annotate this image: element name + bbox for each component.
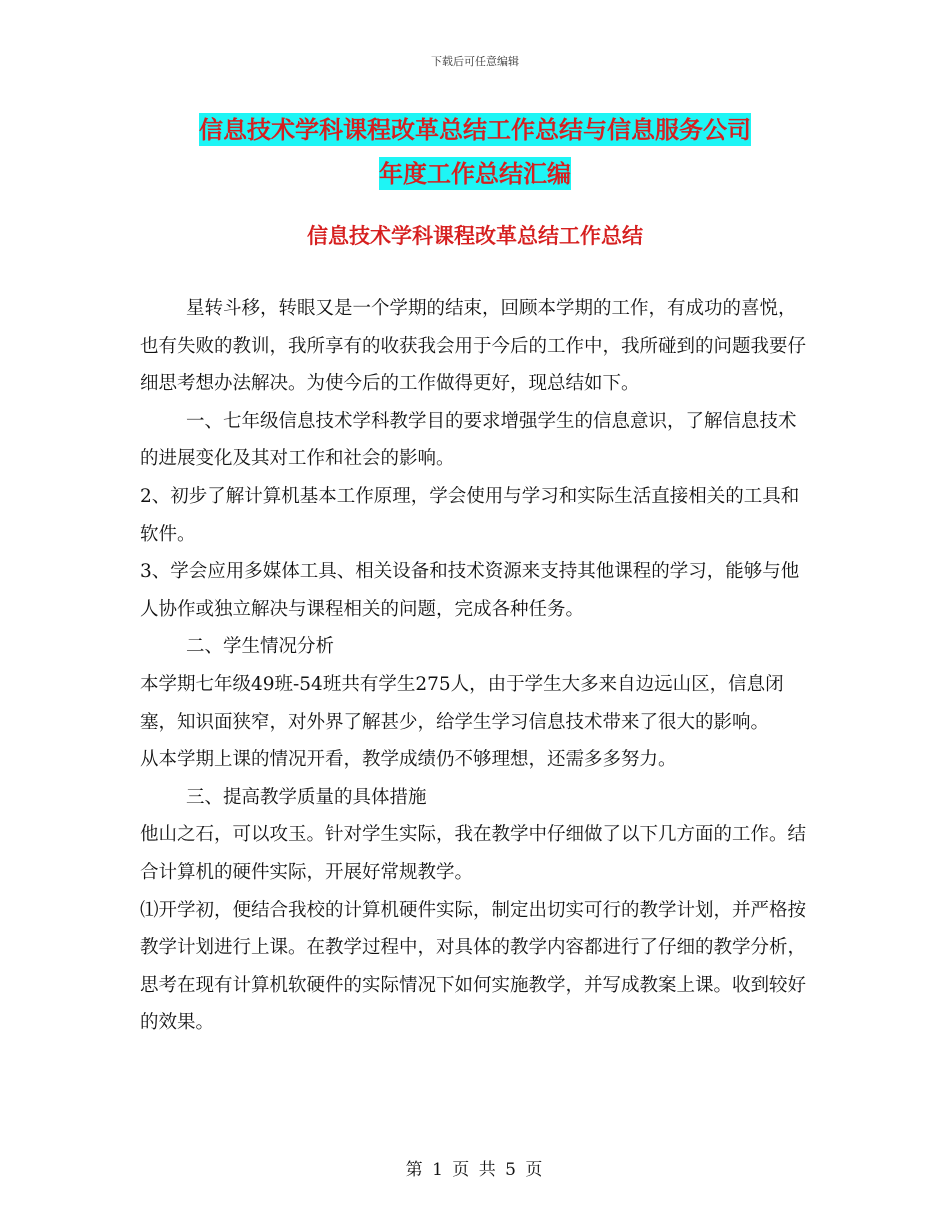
paragraph: 3、学会应用多媒体工具、相关设备和技术资源来支持其他课程的学习，能够与他人协作或独立解决与课程相关的问题，完成各种任务。: [140, 561, 800, 620]
paragraph: 本学期七年级49班-54班共有学生275人，由于学生大多来自边远山区，信息闭塞，知识面狭窄，对外界了解甚少，给学生学习信息技术带来了很大的影响。: [140, 673, 784, 733]
section-title: 信息技术学科课程改革总结工作总结: [307, 223, 643, 248]
page-number: 第 1 页 共 5 页: [405, 1160, 545, 1180]
paragraph: 星转斗移，转眼又是一个学期的结束，回顾本学期的工作，有成功的喜悦，也有失败的教训，我所享有的收获我会用于今后的工作中，我所碰到的问题我要仔细思考想办法解决。为使今后的工作做得更好，现总结如下。: [140, 298, 807, 395]
header-note: 下载后可任意编辑: [431, 55, 519, 68]
body-text: [140, 290, 810, 1042]
paragraph: 2、初步了解计算机基本工作原理，学会使用与学习和实际生活直接相关的工具和软件。: [140, 485, 800, 545]
document-title: [0, 108, 950, 196]
title-line-2: 年度工作总结汇编: [379, 159, 571, 188]
title-line-1: 信息技术学科课程改革总结工作总结与信息服务公司: [199, 115, 751, 144]
section-heading: 二、学生情况分析: [186, 636, 335, 658]
paragraph: ⑴开学初，便结合我校的计算机硬件实际，制定出切实可行的教学计划，并严格按教学计划进行上课。在教学过程中，对具体的教学内容都进行了仔细的教学分析，思考在现有计算机软硬件的实际情况下如何实施教学，并写成教案上课。收到较好的效果。: [140, 899, 807, 1034]
paragraph: 一、七年级信息技术学科教学目的要求增强学生的信息意识，了解信息技术的进展变化及其对工作和社会的影响。: [140, 410, 797, 470]
section-heading: 三、提高教学质量的具体措施: [186, 786, 427, 808]
paragraph: 从本学期上课的情况开看，教学成绩仍不够理想，还需多多努力。: [140, 749, 677, 771]
paragraph: 他山之石，可以攻玉。针对学生实际，我在教学中仔细做了以下几方面的工作。结合计算机的硬件实际，开展好常规教学。: [140, 824, 807, 883]
